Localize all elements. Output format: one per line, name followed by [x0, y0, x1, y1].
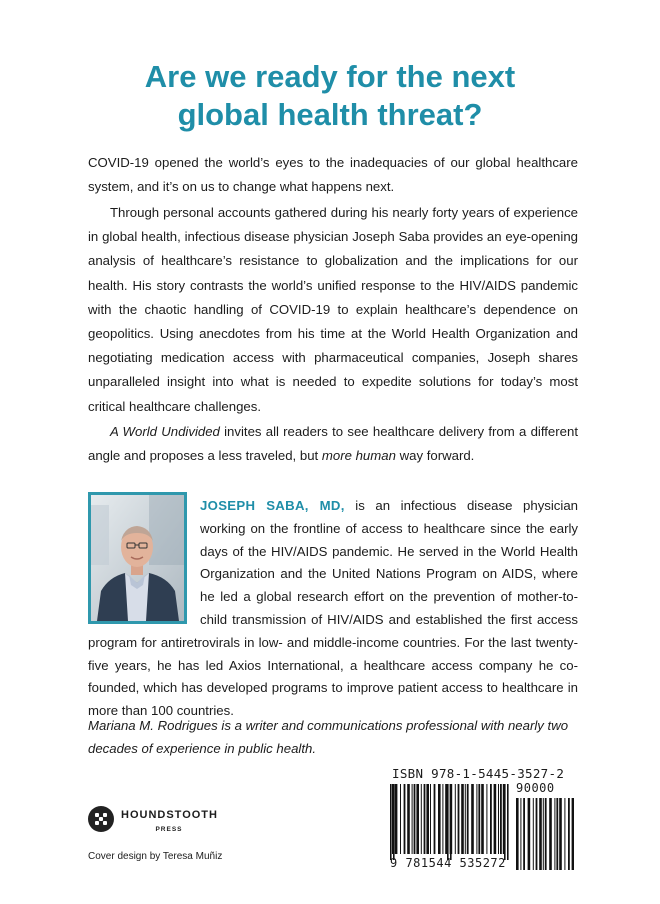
headline-line-1: Are we ready for the next — [144, 59, 516, 94]
cover-credit: Cover design by Teresa Muñiz — [88, 851, 223, 862]
isbn-text: ISBN 978-1-5445-3527-2 — [392, 766, 565, 781]
publisher-sub: PRESS — [155, 826, 183, 833]
back-cover-headline — [0, 58, 660, 134]
isbn-barcode — [386, 766, 576, 876]
closing-emphasis: more human — [321, 448, 396, 464]
addon-digits: 90000 — [516, 781, 555, 795]
photo-spacer — [88, 495, 200, 627]
author-bio — [88, 495, 578, 723]
closing-text-2: way forward. — [395, 448, 475, 464]
publisher-name: HOUNDSTOOTH — [121, 809, 218, 821]
closing-paragraph — [88, 420, 578, 468]
closing-text-1: invites all readers to see healthcare delivery from a different angle and proposes a less traveled, but — [88, 424, 578, 464]
publisher-logo — [88, 806, 248, 840]
ean-digits: 9 781544 535272 — [390, 856, 506, 870]
author-name: JOSEPH SABA, MD, — [200, 498, 345, 513]
coauthor-note: Mariana M. Rodrigues is a writer and communications professional with nearly two decades of experience in public health. — [88, 718, 569, 756]
main-paragraph: Through personal accounts gathered during his nearly forty years of experience in global health, infectious disease physician Joseph Saba provides an eye-opening analysis of healthcare’s resistance to globalization and the implications for our health. His story contrasts the world’s unified response to the HIV/AIDS pandemic with the chaotic handling of COVID-19 to explain healthcare’s dependence on geopolitics. Using anecdotes from his time at the World Health Organization and negotiating medication access with pharmaceutical companies, Joseph shares unparalleled insight into what is needed to expedite solutions for today’s most critical healthcare challenges. — [88, 205, 578, 414]
author-bio-text: is an infectious disease physician working on the frontline of access to healthcare since the early days of the HIV/AIDS pandemic. He served in the World Health Organization and the United Nations Program on AIDS, where he led a global research effort on the prevention of mother-to-child transmission of HIV/AIDS and established the first access program for antiretrovirals in low- and middle-income countries. For the last twenty-five years, he has led Axios International, a healthcare access company he co-founded, which has developed programs to improve patient access to healthcare in more than 100 countries. — [88, 498, 579, 719]
intro-paragraph: COVID-19 opened the world’s eyes to the inadequacies of our global healthcare system, and it’s on us to change what happens next. — [88, 155, 578, 195]
book-title: A World Undivided — [110, 424, 220, 439]
houndstooth-icon — [88, 806, 114, 832]
headline-line-2: global health threat? — [177, 97, 483, 132]
